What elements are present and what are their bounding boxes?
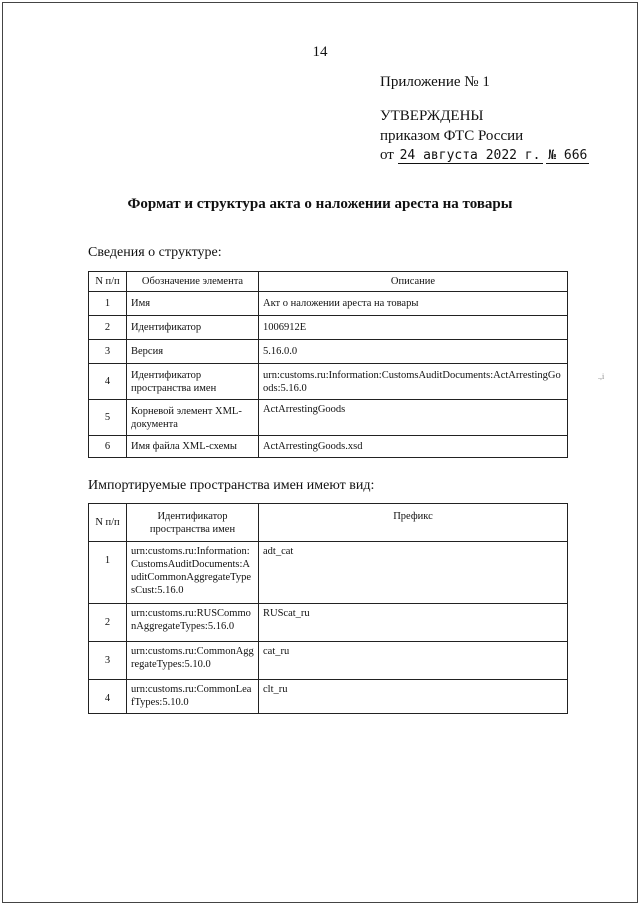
order-date: 24 августа 2022 г. [399,148,541,163]
namespace-id: urn:customs.ru:CommonLeafTypes:5.10.0 [127,680,259,714]
namespace-prefix: cat_ru [259,642,568,680]
row-number: 4 [89,364,127,400]
element-name: Версия [127,340,259,364]
column-header: Идентификатор пространства имен [127,504,259,542]
column-header: Описание [259,272,568,292]
element-name: Идентификатор пространства имен [127,364,259,400]
column-header: N п/п [89,504,127,542]
element-name: Корневой элемент XML-документа [127,400,259,436]
table-row [89,436,568,458]
element-description: 5.16.0.0 [259,340,568,364]
namespace-prefix: RUScat_ru [259,604,568,642]
row-number: 1 [89,542,127,604]
table-row [89,542,568,604]
element-description: ActArrestingGoods.xsd [259,436,568,458]
appendix-label: Приложение № 1 [380,74,490,90]
element-description: 1006912E [259,316,568,340]
row-number: 3 [89,340,127,364]
namespace-id: urn:customs.ru:CommonAggregateTypes:5.10.0 [127,642,259,680]
element-description: Акт о наложении ареста на товары [259,292,568,316]
scan-mark: .,i [598,372,605,381]
element-name: Имя файла XML-схемы [127,436,259,458]
row-number: 2 [89,604,127,642]
namespace-id: urn:customs.ru:Information:CustomsAuditDocuments:AuditCommonAggregateTypesCust:5.16.0 [127,542,259,604]
table-header-row [89,504,568,542]
table-row [89,364,568,400]
element-description: urn:customs.ru:Information:CustomsAuditDocuments:ActArrestingGoods:5.16.0 [259,364,568,400]
table-row [89,642,568,680]
structure-label: Сведения о структуре: [88,245,222,260]
namespace-prefix: adt_cat [259,542,568,604]
row-number: 4 [89,680,127,714]
column-header: Префикс [259,504,568,542]
order-number: № 666 [548,148,588,163]
row-number: 2 [89,316,127,340]
table-row [89,340,568,364]
row-number: 5 [89,400,127,436]
element-description: ActArrestingGoods [259,400,568,436]
table-row [89,680,568,714]
page-number: 14 [312,44,328,60]
row-number: 6 [89,436,127,458]
element-name: Имя [127,292,259,316]
approved-label: УТВЕРЖДЕНЫ [380,108,484,124]
table-header-row [89,272,568,292]
table-row [89,400,568,436]
table-row [89,316,568,340]
namespace-id: urn:customs.ru:RUSCommonAggregateTypes:5.16.0 [127,604,259,642]
table-row [89,292,568,316]
row-number: 3 [89,642,127,680]
row-number: 1 [89,292,127,316]
element-name: Идентификатор [127,316,259,340]
order-label: приказом ФТС России [380,128,524,144]
column-header: Обозначение элемента [127,272,259,292]
structure-table [88,271,568,458]
column-header: N п/п [89,272,127,292]
order-date-line [380,145,589,166]
namespaces-table [88,503,568,714]
table-row [89,604,568,642]
namespaces-label: Импортируемые пространства имен имеют вид: [88,478,375,493]
date-prefix: от [380,147,394,163]
document-title: Формат и структура акта о наложении ареста на товары [127,196,513,212]
namespace-prefix: clt_ru [259,680,568,714]
